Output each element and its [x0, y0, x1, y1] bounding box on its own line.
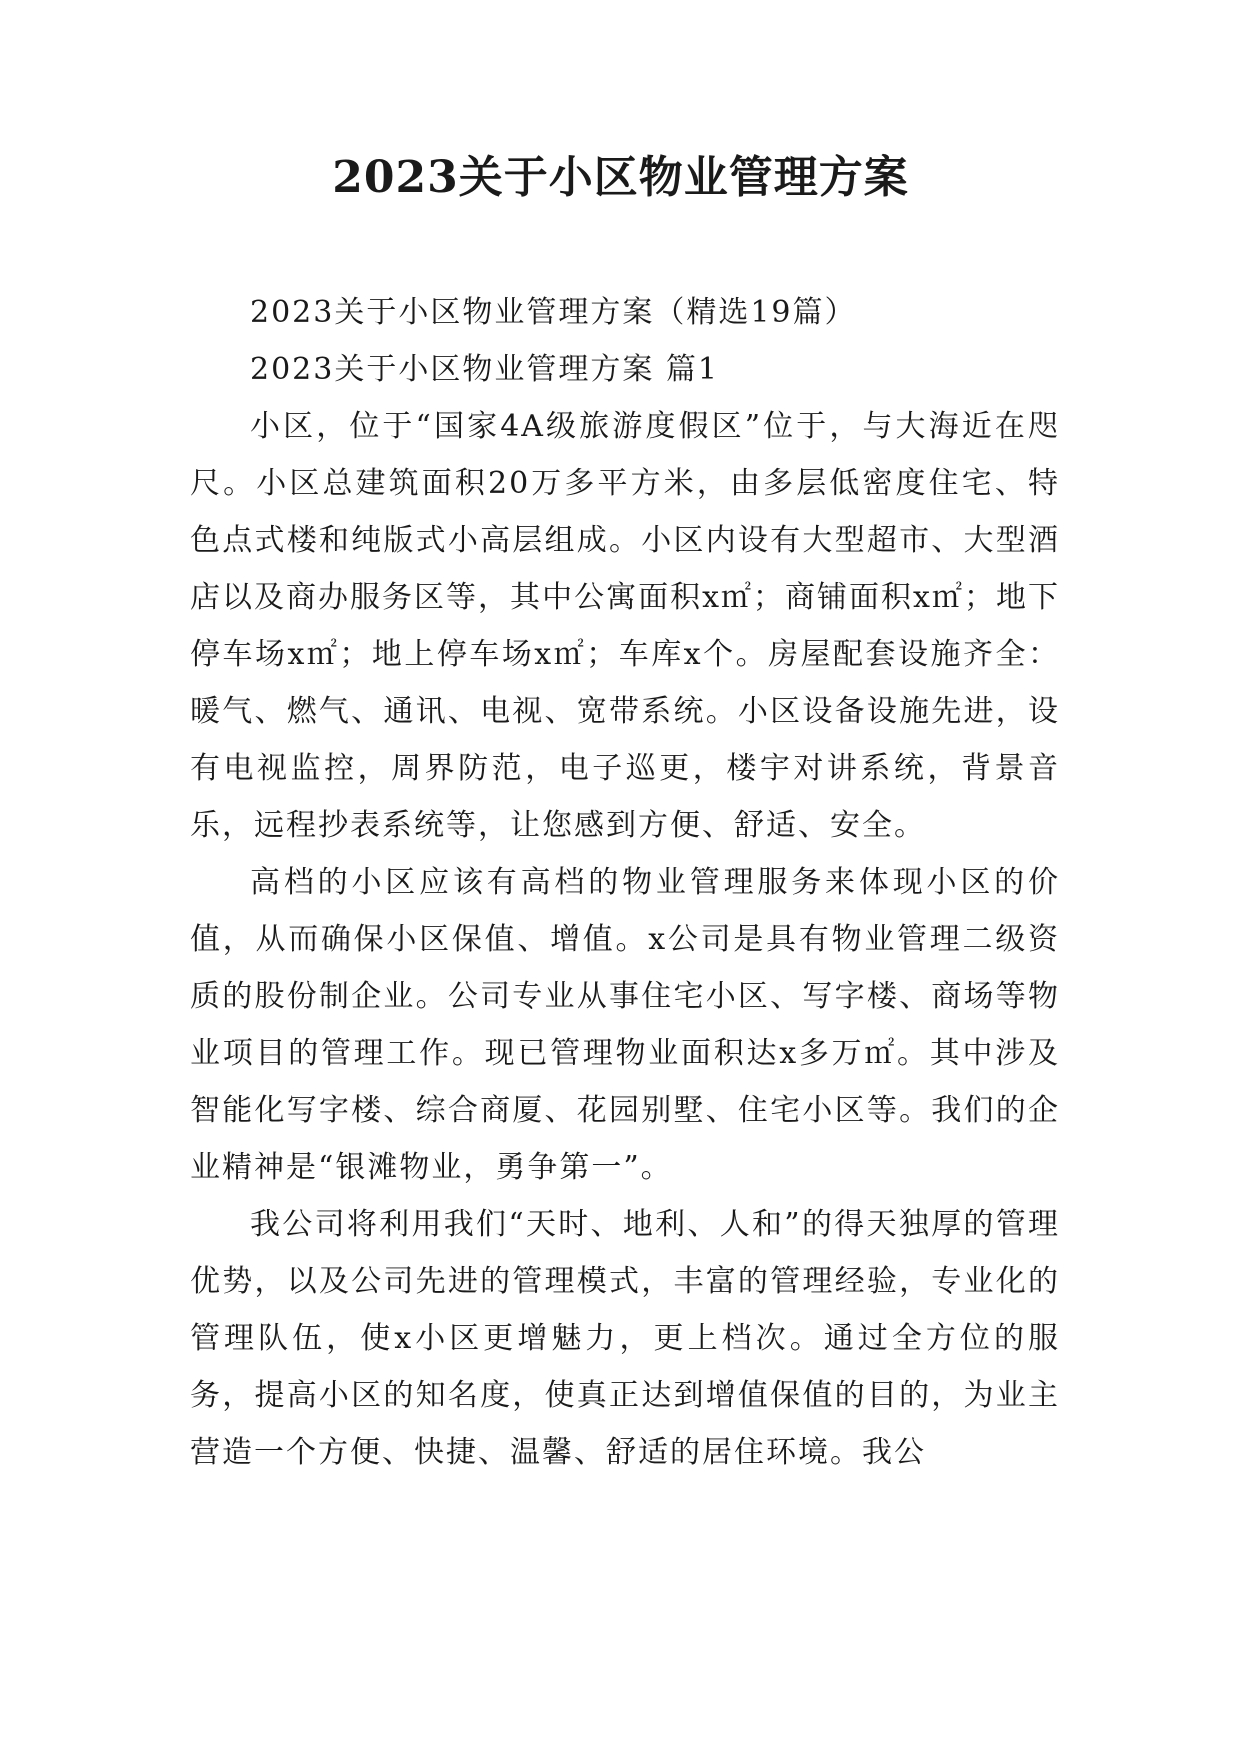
- document-title: 2023关于小区物业管理方案: [332, 152, 909, 203]
- document-subtitle: 2023关于小区物业管理方案（精选19篇）: [250, 295, 857, 330]
- paragraph-1: 小区，位于“国家4A级旅游度假区”位于，与大海近在咫尺。小区总建筑面积20万多平方米，由多层低密度住宅、特色点式楼和纯版式小高层组成。小区内设有大型超市、大型酒店以及商办服务区等，其中公寓面积x㎡；商铺面积x㎡；地下停车场x㎡；地上停车场x㎡；车库x个。房屋配套设施齐全：暖气、燃气、通讯、电视、宽带系统。小区设备设施先进，设有电视监控，周界防范，电子巡更，楼宇对讲系统，背景音乐，远程抄表系统等，让您感到方便、舒适、安全。: [190, 409, 1060, 843]
- section-heading: 2023关于小区物业管理方案 篇1: [250, 352, 719, 387]
- paragraph-2: 高档的小区应该有高档的物业管理服务来体现小区的价值，从而确保小区保值、增值。x公司是具有物业管理二级资质的股份制企业。公司专业从事住宅小区、写字楼、商场等物业项目的管理工作。现已管理物业面积达x多万㎡。其中涉及智能化写字楼、综合商厦、花园别墅、住宅小区等。我们的企业精神是“银滩物业，勇争第一”。: [190, 865, 1060, 1185]
- document-body: [190, 284, 1060, 1481]
- paragraph-3: 我公司将利用我们“天时、地利、人和”的得天独厚的管理优势，以及公司先进的管理模式，丰富的管理经验，专业化的管理队伍，使x小区更增魅力，更上档次。通过全方位的服务，提高小区的知名度，使真正达到增值保值的目的，为业主营造一个方便、快捷、温馨、舒适的居住环境。我公: [190, 1207, 1060, 1470]
